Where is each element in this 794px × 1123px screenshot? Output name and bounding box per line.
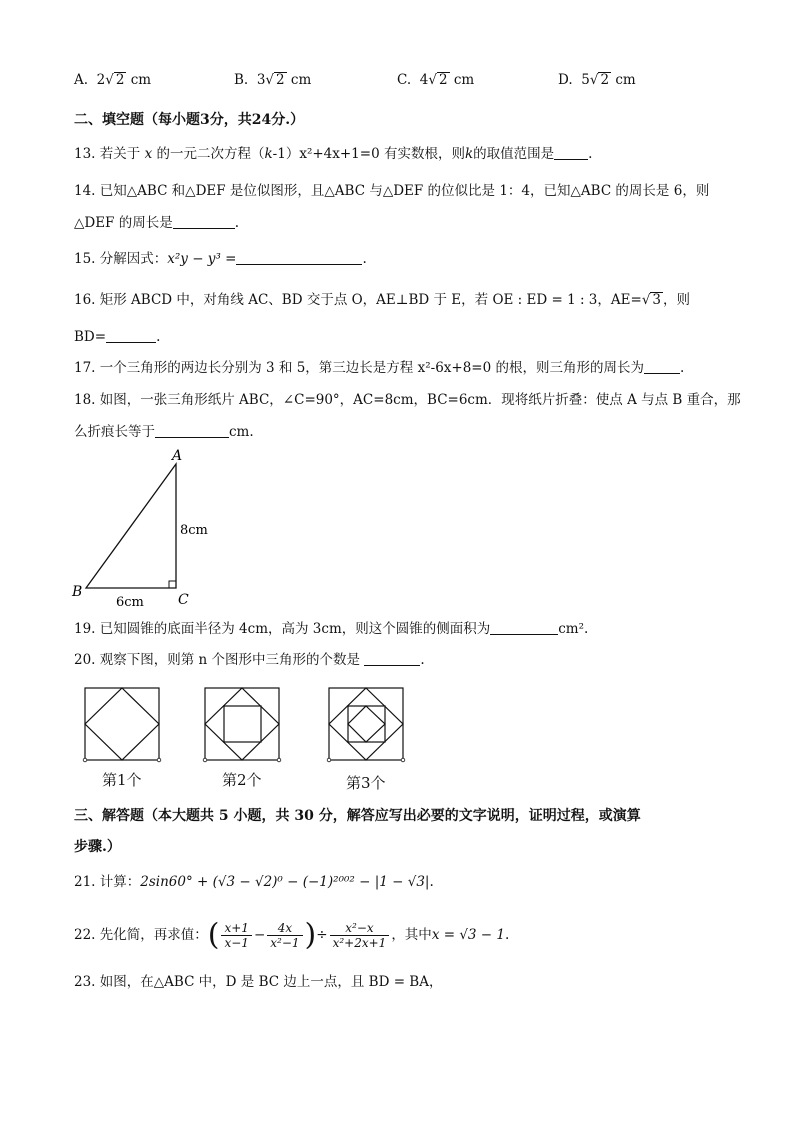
figure-2-caption: 第2个 <box>222 771 262 789</box>
question-13: 13. 若关于 x 的一元二次方程（k-1）x²+4x+1=0 有实数根，则k的取值范围是 . <box>74 146 593 162</box>
answer-blank-19 <box>490 620 558 635</box>
answer-blank-13 <box>554 145 588 160</box>
answer-blank-17 <box>644 359 680 374</box>
question-15: 15. 分解因式：x²y − y³ = . <box>74 251 367 267</box>
section2-title: 二、填空题（每小题3分，共24分.） <box>74 112 305 128</box>
triangle-figure <box>66 444 226 612</box>
question-16-line1: 16. 矩形 ABCD 中，对角线 AC、BD 交于点 O，AE⊥BD 于 E，若 OE : ED = 1 : 3，AE=√ 3 ，则 <box>74 292 691 308</box>
option-c: C. 4√ 2 cm <box>397 72 475 88</box>
question-18-line2: 么折痕长等于 cm. <box>74 424 254 440</box>
question-23: 23. 如图，在△ABC 中，D 是 BC 边上一点，且 BD = BA， <box>74 974 443 990</box>
answer-blank-16 <box>106 328 156 343</box>
question-18-line1: 18. 如图，一张三角形纸片 ABC，∠C=90°，AC=8cm，BC=6cm．现将纸片折叠：使点 A 与点 B 重合，那 <box>74 392 741 408</box>
answer-blank-18 <box>155 423 229 438</box>
answer-blank-14 <box>173 214 235 229</box>
question-17: 17. 一个三角形的两边长分别为 3 和 5，第三边长是方程 x²-6x+8=0 的根，则三角形的周长为 . <box>74 360 685 376</box>
option-d: D. 5√ 2 cm <box>558 72 636 88</box>
question-22: 22. 先化简，再求值：( $\frac{x+1}{x-1}$ − $\frac{4x}{\text{x²−1}}$ )÷ $\frac{\text{x²−x}}{\text{x²+2x+1}}$ ，其中x = √3 − 1. <box>74 917 510 953</box>
pattern-figure-1 <box>82 686 164 764</box>
question-20: 20. 观察下图，则第 n 个图形中三角形的个数是 . <box>74 652 425 668</box>
answer-blank-20 <box>364 651 420 666</box>
section3-title-line1: 三、解答题（本大题共 5 小题，共 30 分，解答应写出必要的文字说明，证明过程，或演算 <box>74 808 641 824</box>
pattern-figure-2 <box>202 686 284 764</box>
question-19: 19. 已知圆锥的底面半径为 4cm，高为 3cm，则这个圆锥的侧面积为 cm². <box>74 621 589 637</box>
triangle-abc <box>86 464 176 588</box>
fraction-3: $\frac{\text{x²−x}}{\text{x²+2x+1}}$ <box>330 921 390 950</box>
vertex-a-label: A <box>172 448 183 464</box>
figure-3-caption: 第3个 <box>346 774 386 792</box>
fraction-1: $\frac{x+1}{x-1}$ <box>221 921 251 950</box>
option-a: A. 2√ 2 cm <box>74 72 152 88</box>
vertex-b-label: B <box>72 584 83 600</box>
section3-title-line2: 步骤.） <box>74 839 121 855</box>
figure-1-caption: 第1个 <box>102 771 142 789</box>
fraction-2: $\frac{4x}{\text{x²−1}}$ <box>267 921 302 950</box>
vertex-c-label: C <box>178 592 189 608</box>
pattern-figure-3 <box>326 686 408 764</box>
question-14-line2: △DEF 的周长是 . <box>74 215 240 231</box>
question-14-line1: 14. 已知△ABC 和△DEF 是位似图形，且△ABC 与△DEF 的位似比是 1：4，已知△ABC 的周长是 6，则 <box>74 183 710 199</box>
right-angle-mark <box>169 581 176 588</box>
option-b: B. 3√ 2 cm <box>234 72 312 88</box>
side-ac-label: 8cm <box>180 523 208 538</box>
answer-blank-15 <box>236 250 362 265</box>
side-bc-label: 6cm <box>116 595 144 610</box>
question-16-line2: BD= . <box>74 329 161 345</box>
question-21: 21. 计算：2sin60° + (√3 − √2)⁰ − (−1)²⁰⁰² − |1 − √3|. <box>74 874 434 890</box>
